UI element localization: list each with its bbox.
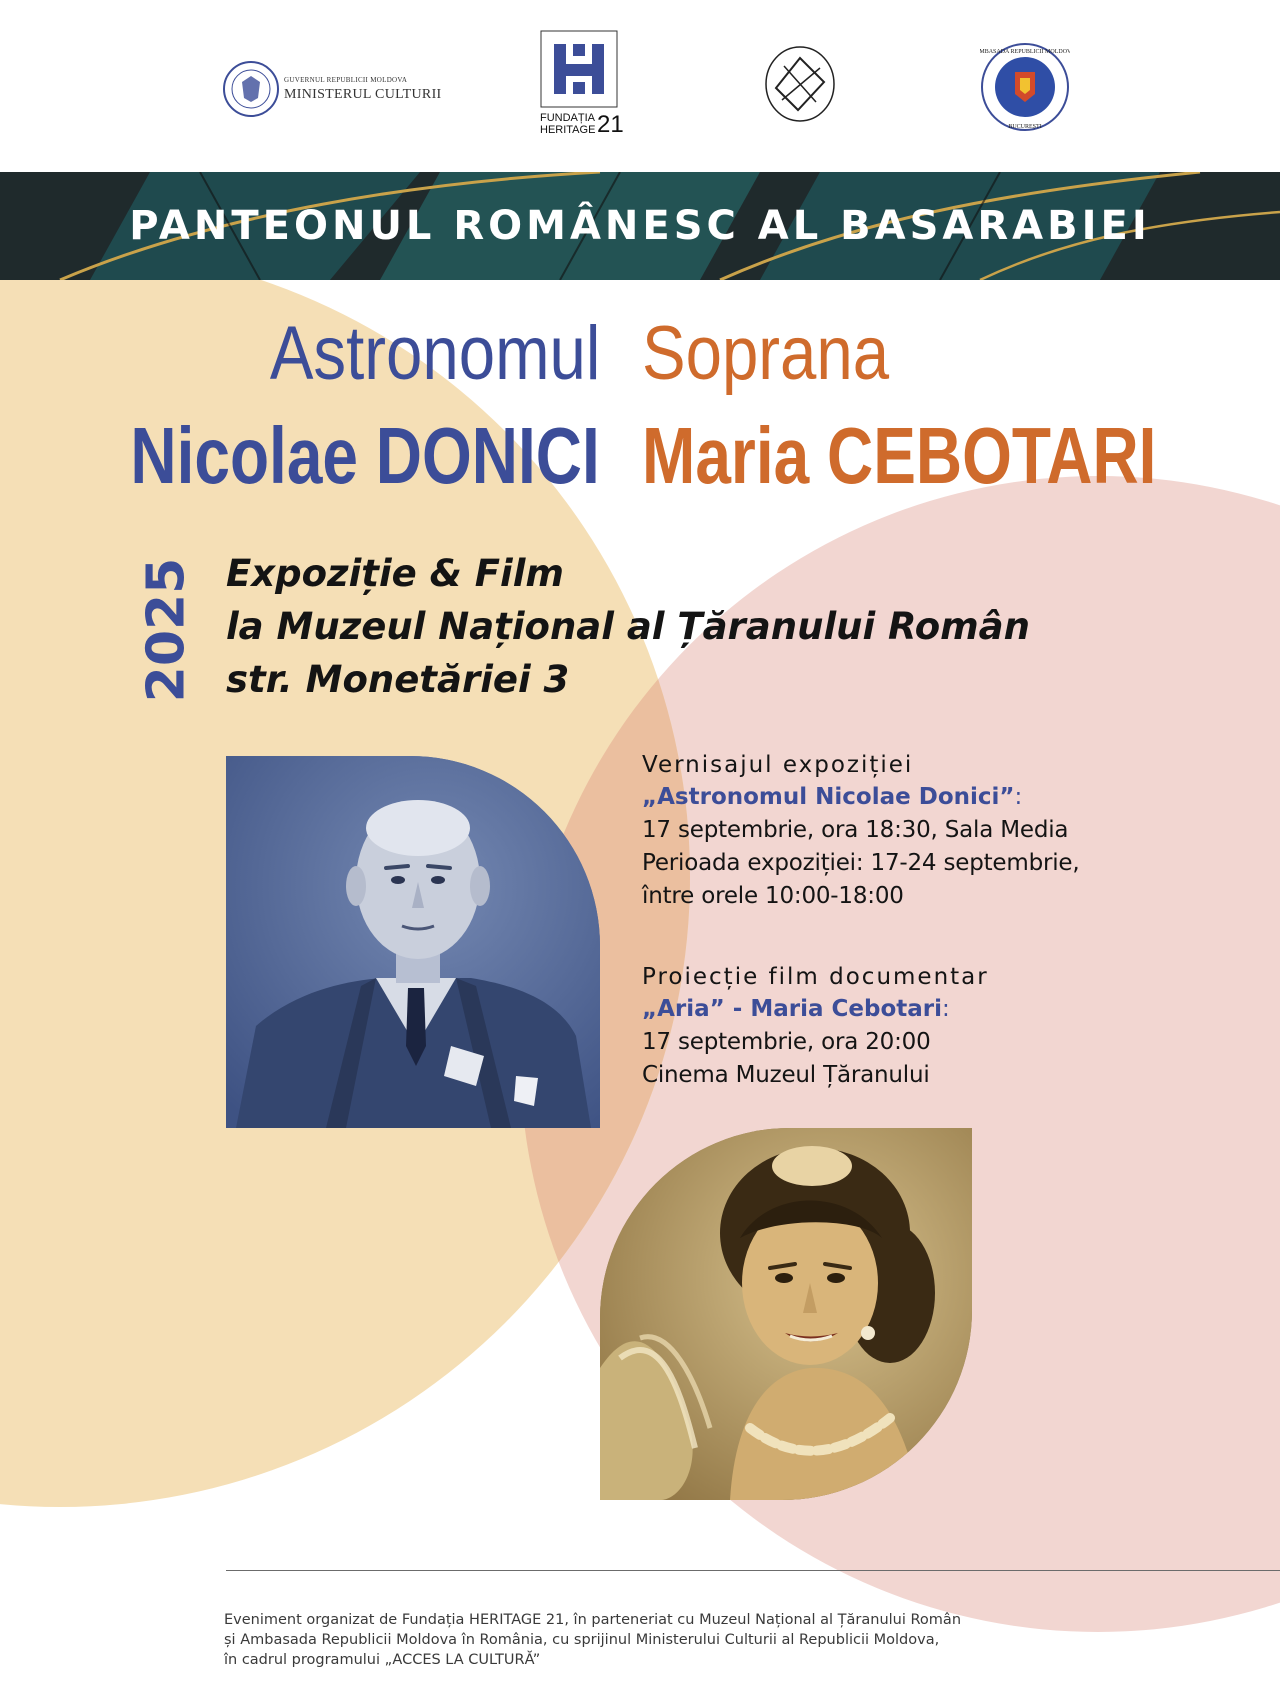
ministry-line2: MINISTERUL CULTURII <box>284 87 442 102</box>
right-name: Maria CEBOTARI <box>642 411 1157 500</box>
subtitle-line3: str. Monetăriei 3 <box>226 658 570 701</box>
donici-portrait-illustration <box>226 756 600 1128</box>
year-vertical <box>136 557 197 703</box>
ministry-line1: GUVERNUL REPUBLICII MOLDOVA <box>284 76 408 84</box>
title-banner <box>0 172 1280 280</box>
event1-title-line <box>642 784 1022 810</box>
heritage-castle-icon <box>540 30 618 108</box>
event1-label: Vernisajul expoziției <box>642 752 914 778</box>
heritage-line1: FUNDAȚIA <box>540 112 595 124</box>
event1-line1: 17 septembrie, ora 18:30, Sala Media <box>642 817 1069 843</box>
event1-colon: : <box>1014 784 1023 810</box>
heritage-number: 21 <box>597 111 624 138</box>
event2-title: „Aria” - Maria Cebotari <box>642 996 942 1022</box>
event1-line3: între orele 10:00-18:00 <box>642 883 904 909</box>
footer-line2: și Ambasada Republicii Moldova în România, cu sprijinul Ministerului Culturii al Republicii Moldova, <box>224 1632 940 1648</box>
event2-title-line <box>642 996 950 1022</box>
footer-line1: Eveniment organizat de Fundația HERITAGE 21, în parteneriat cu Muzeul Național al Țăranului Român <box>224 1612 962 1628</box>
embassy-logo <box>980 42 1070 132</box>
subtitle-line1: Expoziție & Film <box>226 552 564 595</box>
ministry-logo <box>222 56 492 122</box>
event2-label: Proiecție film documentar <box>642 964 989 990</box>
year-text: 2025 <box>136 557 197 703</box>
embassy-seal-icon <box>980 42 1070 132</box>
cebotari-portrait <box>600 1128 972 1500</box>
embassy-ring-bottom: BUCUREȘTI <box>1008 124 1042 130</box>
left-role-box <box>0 310 600 410</box>
cebotari-portrait-illustration <box>600 1128 972 1500</box>
event2-colon: : <box>942 996 950 1022</box>
donici-portrait <box>226 756 600 1128</box>
ministry-seal-icon <box>222 56 280 122</box>
event1-line2: Perioada expoziției: 17-24 septembrie, <box>642 850 1080 876</box>
embassy-ring-top: AMBASADA REPUBLICII MOLDOVA <box>980 49 1070 55</box>
event2-line2: Cinema Muzeul Țăranului <box>642 1062 930 1088</box>
footer-text <box>224 1610 961 1670</box>
heritage-logo <box>540 30 624 142</box>
event2-line1: 17 septembrie, ora 20:00 <box>642 1029 931 1055</box>
left-name-box <box>0 410 600 510</box>
footer-line3: în cadrul programului „ACCES LA CULTURĂ” <box>224 1652 541 1668</box>
heritage-line2: HERITAGE <box>540 124 596 136</box>
banner-title: PANTEONUL ROMÂNESC AL BASARABIEI <box>129 203 1151 249</box>
event1-title: „Astronomul Nicolae Donici” <box>642 784 1015 810</box>
footer-divider <box>226 1570 1280 1571</box>
right-role: Soprana <box>642 311 890 396</box>
subtitle-line2: la Muzeul Național al Țăranului Român <box>226 605 1030 648</box>
museum-logo <box>762 44 838 124</box>
left-role: Astronomul <box>269 311 600 396</box>
museum-cross-icon <box>762 44 838 124</box>
left-name: Nicolae DONICI <box>130 411 600 500</box>
